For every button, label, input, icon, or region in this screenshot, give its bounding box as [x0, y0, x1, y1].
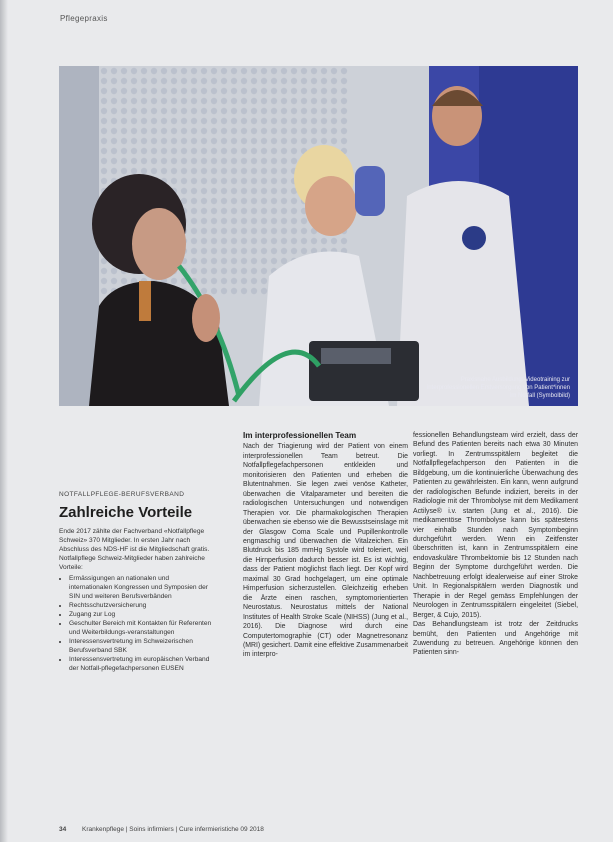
box-kicker: NOTFALLPFLEGE-BERUFSVERBAND — [59, 491, 185, 498]
list-item: • Ermässigungen an nationalen und internationalen Kongressen und Symposien der SIN und weiteren Berufsverbänden — [69, 574, 213, 601]
photo-caption: Praxisnahe Ausbildung: Videotraining zur interprofessionellen Erstversorgung von Patient*innen im Notfall (Symbolbild) — [426, 377, 570, 399]
box-title: Zahlreiche Vorteile — [59, 504, 193, 521]
sidebar-box — [59, 491, 213, 811]
page-edge — [0, 0, 8, 842]
page-footer — [59, 826, 579, 833]
page-number: 34 — [59, 826, 67, 833]
list-item: • Geschulter Bereich mit Kontakten für Referenten und Weiterbildungs-veranstaltungen — [69, 619, 213, 637]
box-list — [59, 574, 213, 673]
list-item: • Rechtsschutzversicherung — [69, 601, 213, 610]
photo — [59, 66, 578, 406]
list-item: • Interessensvertretung im Schweizerischen Berufsverband SBK — [69, 637, 213, 655]
article-text: fessionellen Behandlungsteam wird erzielt, dass der Befund des Patienten bereits nach etwa 30 Minuten vorliegt. In Zentrumsspitälern begleitet die Notfallpflegefachperson den Patienten in die Bildgebung, um die kontinuierliche Überwachung des Patienten zu gewährleisten. Ein kann, wenn aufgrund der radiologischen Befunde indiziert, bereits in der Radiologie mit der Thrombolyse mit dem Medikament Actilyse® i.v. starten (Jung et al., 2016). Die medikamentöse Thrombolyse kann bis spätestens vier einhalb Stunden nach Symptombeginn durchgeführt werden. Wenn ein Zeitfenster überschritten ist, kann in Zentrumsspitälern eine endovaskuläre Thrombektomie bis 12 Stunden nach Beginn der Symptome durchgeführt werden. Die Nachbetreuung erfolgt idealerweise auf einer Stroke Unit. In Regionalspitälern werden Diagnostik und Therapie in der Regel gemäss Empfehlungen der Neurologen in Zentrumsspitälern eingeleitet (Siebel, Berger, & Cujo, 2015). — [413, 432, 578, 619]
article-column-right — [413, 431, 578, 658]
box-intro: Ende 2017 zählte der Fachverband «Notfallpflege Schweiz» 370 Mitglieder. In ersten Jahr nach Abschluss des NDS-HF ist die Mitgliedschaft gratis. Notfallpflege Schweiz-Mitglieder haben zahlreiche Vorteile: — [59, 528, 210, 571]
list-item: • Interessensvertretung im europäischen Verband der Notfall-pflegefachpersonen EUSEN — [69, 655, 213, 673]
footer-text: Krankenpflege | Soins infirmiers | Cure infermieristiche 09 2018 — [82, 826, 264, 833]
list-item: • Zugang zur Log — [69, 610, 213, 619]
article-text: Das Behandlungsteam ist trotz der Zeitdrucks bemüht, den Patienten und Angehörige mit Zuwendung zu betreuen. Angehörige können den Patienten sinn- — [413, 621, 578, 657]
section-heading: Im interprofessionellen Team — [243, 431, 357, 440]
section-label: Pflegepraxis — [60, 14, 108, 23]
article-column-middle — [243, 431, 408, 660]
article-text: Nach der Triagierung wird der Patient von einem interprofessionellen Team betreut. Die Notfallpflegefachpersonen entkleiden und monitorisieren den Patienten und erheben die Blutentnahmen. Sie legen zwei venöse Katheter, überwachen die Vitalparameter und bereiten die radiologischen Untersuchungen und notwendigen Therapien vor. Die pharmakologischen Therapien überwachen sie ebenso wie die Bewusstseinslage mit der Glasgow Coma Scale und Pupillenkontrolle engmaschig und überwachen die Vitalzeichen. Ein Blutdruck bis 185 mmHg Systole wird toleriert, weil die Hirnperfusion dadurch besser ist. Es ist wichtig, dass der Patient möglichst flach liegt. Der Kopf wird maximal 30 Grad hochgelagert, um eine optimale Hirnperfusion sicherzustellen. Gleichzeitig erheben die Ärzte einen raschen, symptomorientierten Neurostatus. Neurostatus mittels der National Institutes of Health Stroke Scale (NIHSS) (Jung et al., 2016). Die Diagnose wird durch eine Computertomographie (CT) oder Magnetresonanz (MRI) gesichert. Damit eine effektive Zusammenarbeit im interpro- — [243, 443, 408, 659]
photo-illustration — [59, 66, 578, 406]
